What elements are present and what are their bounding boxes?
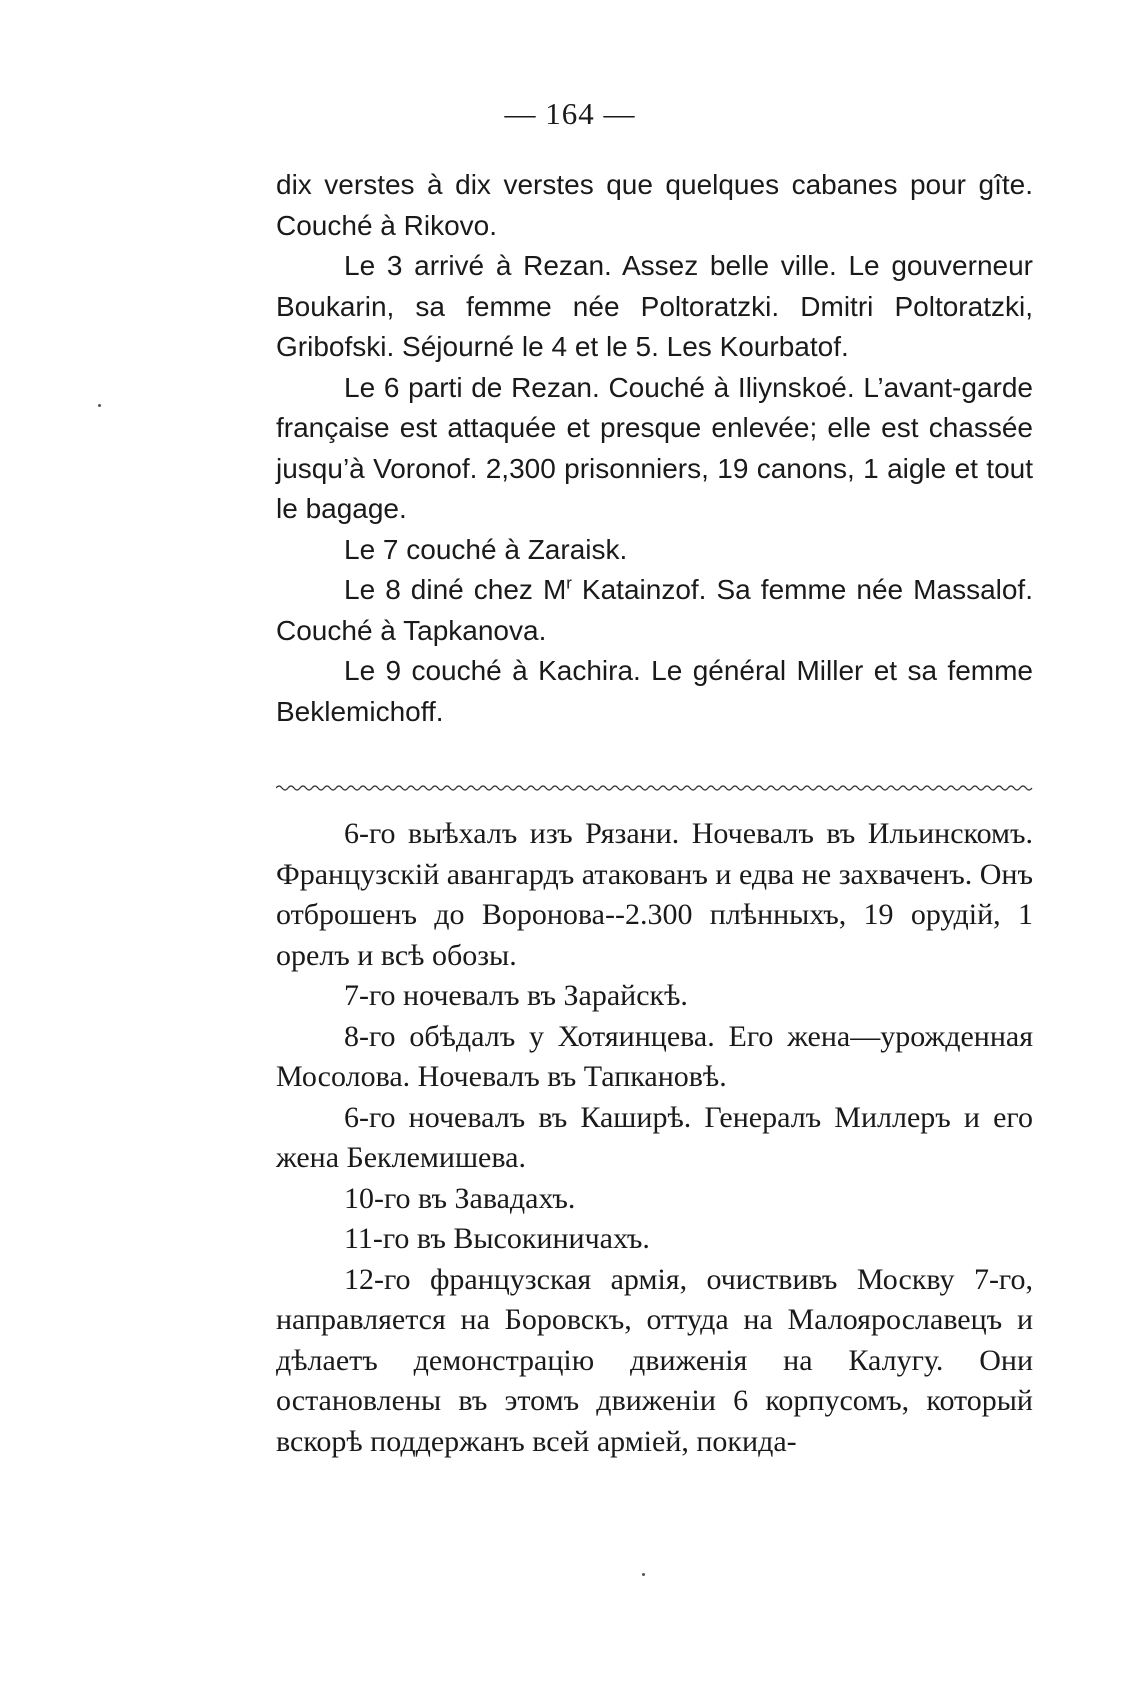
russian-text-block xyxy=(276,814,1033,1462)
russian-paragraph: 11-го въ Высокиничахъ. xyxy=(344,1222,650,1255)
french-paragraph: Le 9 couché à Kachira. Le général Miller et sa femme Beklemichoff. xyxy=(276,655,1033,727)
russian-paragraph: 6-го выѣхалъ изъ Рязани. Ночевалъ въ Ильинскомъ. Французскій авангардъ атакованъ и едва не захваченъ. Онъ отброшенъ до Воронова--2.300 плѣнныхъ, 19 орудій, 1 орелъ и всѣ обозы. xyxy=(276,817,1033,972)
russian-paragraph: 8-го обѣдалъ у Хотяинцева. Его жена—урожденная Мосолова. Ночевалъ въ Тапкановѣ. xyxy=(276,1019,1033,1093)
french-p8-before: Le 8 diné chez M xyxy=(344,574,567,605)
french-paragraph: Le 3 arrivé à Rezan. Assez belle ville. Le gouverneur Boukarin, sa femme née Poltoratzki. Dmitri Poltoratzki, Gribofski. Séjourné le 4 et le 5. Les Kourbatof. xyxy=(276,250,1033,362)
french-paragraph: Le 7 couché à Zaraisk. xyxy=(344,533,628,565)
french-text-block xyxy=(276,165,1033,732)
russian-paragraph: 6-го ночевалъ въ Каширѣ. Генералъ Миллеръ и его жена Беклемишева. xyxy=(276,1100,1033,1174)
page-number: — 164 — xyxy=(504,96,636,131)
french-p8-after: Katainzof. Sa femme née Massalof. Couché à Tapkanova. xyxy=(276,574,1033,646)
scan-speck xyxy=(98,404,101,407)
wavy-divider xyxy=(276,783,1033,793)
french-p8-superscript: r xyxy=(566,573,572,593)
russian-paragraph: 12-го французская армія, очиствивъ Москву 7-го, направляется на Боровскъ, оттуда на Малоярославецъ и дѣлаетъ демонстрацію движенія на Калугу. Они остановлены въ этомъ движеніи 6 корпусомъ, который вскорѣ поддержанъ всей арміей, покида- xyxy=(276,1262,1033,1458)
french-paragraph xyxy=(276,570,1033,651)
russian-paragraph: 10-го въ Завадахъ. xyxy=(344,1181,576,1215)
french-paragraph: Le 6 parti de Rezan. Couché à Iliynskoé. L’avant-garde française est attaquée et presque enlevée; elle est chassée jusqu’à Voronof. 2,300 prisonniers, 19 canons, 1 aigle et tout le bagage. xyxy=(276,371,1033,524)
scan-speck xyxy=(642,1573,645,1576)
french-paragraph: dix verstes à dix verstes que quelques cabanes pour gîte. Couché à Rikovo. xyxy=(276,169,1033,241)
russian-paragraph: 7-го ночевалъ въ Зарайскѣ. xyxy=(344,979,688,1012)
